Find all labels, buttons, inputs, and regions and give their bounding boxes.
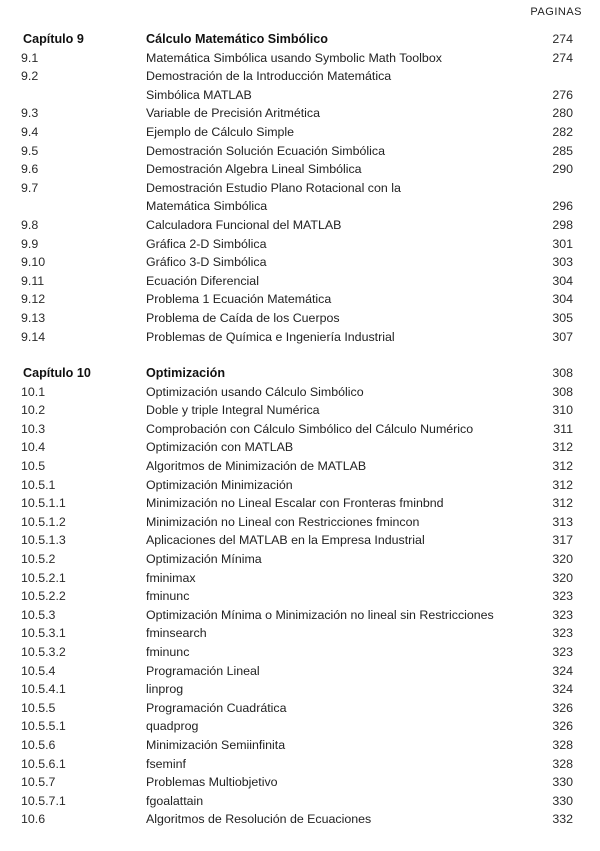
table-of-contents [0, 30, 600, 829]
toc-entry-row [0, 290, 600, 309]
section-number: 10.1 [21, 384, 46, 399]
page-number: 326 [552, 700, 573, 715]
section-title: Problemas de Química e Ingeniería Industrial [146, 329, 395, 344]
section-title: Comprobación con Cálculo Simbólico del Cálculo Numérico [146, 421, 474, 436]
toc-entry-row [0, 680, 600, 699]
section-number: 9.14 [21, 329, 46, 344]
page-number: 323 [552, 589, 573, 604]
toc-entry-row [0, 736, 600, 755]
page-number: 310 [552, 403, 573, 418]
toc-entry-row [0, 272, 600, 291]
section-title: Demostración Solución Ecuación Simbólica [146, 143, 385, 158]
toc-entry-row [0, 662, 600, 681]
toc-entry-row [0, 179, 600, 198]
section-title: Doble y triple Integral Numérica [146, 403, 320, 418]
page-number: 312 [552, 496, 573, 511]
section-title: fminimax [146, 570, 196, 585]
page-number: 305 [552, 310, 573, 325]
section-title: Matemática Simbólica usando Symbolic Math Toolbox [146, 50, 442, 65]
section-number: 9.9 [21, 236, 39, 251]
section-number: 9.12 [21, 292, 46, 307]
page-number: 308 [552, 384, 573, 399]
toc-spacer [0, 346, 600, 364]
page-number: 274 [552, 50, 573, 65]
toc-entry-row [0, 513, 600, 532]
section-title: Matemática Simbólica [146, 199, 268, 214]
toc-entry-row [0, 67, 600, 86]
section-number: 9.8 [21, 217, 39, 232]
toc-entry-row [0, 531, 600, 550]
toc-entry-row [0, 755, 600, 774]
section-title: Programación Cuadrática [146, 700, 287, 715]
page-number: 301 [552, 236, 573, 251]
section-title: Optimización Mínima o Minimización no lineal sin Restricciones [146, 607, 494, 622]
section-title: Gráfico 3-D Simbólica [146, 255, 267, 270]
section-number: 10.5.6 [21, 737, 56, 752]
page-number: 323 [552, 645, 573, 659]
section-number: 9.4 [21, 124, 39, 139]
section-number: 9.5 [21, 143, 39, 158]
page-number: 311 [553, 421, 573, 436]
section-title: Minimización Semiinfinita [146, 737, 286, 752]
section-title: Problema de Caída de los Cuerpos [146, 310, 340, 325]
section-number: 9.3 [21, 106, 39, 121]
section-title: Aplicaciones del MATLAB en la Empresa Industrial [146, 533, 425, 548]
section-title: Problema 1 Ecuación Matemática [146, 292, 332, 307]
toc-entry-row [0, 606, 600, 625]
page-number: 307 [552, 329, 573, 344]
toc-entry-row [0, 773, 600, 792]
toc-entry-row [0, 438, 600, 457]
page-number: 312 [552, 477, 573, 492]
toc-entry-row [0, 494, 600, 513]
pages-column-label: PAGINAS [530, 6, 582, 18]
section-title: Programación Lineal [146, 663, 260, 678]
section-title: Algoritmos de Resolución de Ecuaciones [146, 812, 372, 827]
page-number: 276 [552, 87, 573, 102]
toc-entry-row [0, 142, 600, 161]
toc-entry-row [0, 253, 600, 272]
toc-entry-row [0, 216, 600, 235]
section-title: fminunc [146, 645, 190, 659]
page-number: 285 [552, 143, 573, 158]
page-number: 280 [552, 106, 573, 121]
section-title: Minimización no Lineal Escalar con Fronteras fminbnd [146, 496, 444, 511]
section-title: quadprog [146, 719, 199, 734]
page-number: 290 [552, 162, 573, 177]
toc-entry-row [0, 123, 600, 142]
page-number: 304 [552, 273, 573, 288]
section-title: Variable de Precisión Aritmética [146, 106, 321, 121]
toc-entry-row [0, 235, 600, 254]
toc-entry-row [0, 197, 600, 216]
page-number: 296 [552, 199, 573, 214]
section-title: linprog [146, 682, 184, 697]
page-number: 304 [552, 292, 573, 307]
section-title: Gráfica 2-D Simbólica [146, 236, 267, 251]
section-number: 9.6 [21, 162, 39, 177]
section-number: 10.5.2.1 [21, 570, 66, 585]
page-number: 323 [552, 607, 573, 622]
section-number: 9.2 [21, 69, 39, 84]
toc-entry-row [0, 587, 600, 606]
section-title: Ecuación Diferencial [146, 273, 259, 288]
page-number: 308 [552, 366, 573, 381]
toc-entry-row [0, 550, 600, 569]
section-number: 10.5.4 [21, 663, 56, 678]
page-number: 324 [552, 682, 573, 697]
page-number: 328 [552, 756, 573, 771]
toc-entry-row [0, 86, 600, 105]
section-number: 10.5.6.1 [21, 756, 66, 771]
toc-entry-row [0, 383, 600, 402]
section-number: 10.4 [21, 440, 46, 455]
section-title: fgoalattain [146, 793, 204, 808]
page-number: 274 [552, 32, 573, 46]
toc-entry-row [0, 624, 600, 643]
toc-entry-row [0, 328, 600, 347]
toc-entry-row [0, 810, 600, 829]
page-number: 282 [552, 124, 573, 139]
section-number: 9.7 [21, 180, 39, 195]
page-number: 298 [552, 217, 573, 232]
section-title: Optimización con MATLAB [146, 440, 294, 455]
section-number: 10.5.1.2 [21, 514, 66, 529]
section-number: 9.13 [21, 310, 46, 325]
section-title: fminsearch [146, 626, 207, 641]
section-title: fminunc [146, 589, 190, 604]
toc-entry-row [0, 457, 600, 476]
section-number: 10.5.5 [21, 700, 56, 715]
section-title: Demostración de la Introducción Matemática [146, 69, 392, 84]
toc-entry-row [0, 643, 600, 662]
toc-entry-row [0, 717, 600, 736]
page-number: 317 [552, 533, 573, 548]
section-number: 10.5.1.3 [21, 533, 66, 548]
section-title: fseminf [146, 756, 186, 771]
section-number: 9.10 [21, 255, 46, 270]
section-number: 10.3 [21, 421, 46, 436]
page-number: 303 [552, 255, 573, 270]
section-title: Demostración Algebra Lineal Simbólica [146, 162, 362, 177]
section-title: Calculadora Funcional del MATLAB [146, 217, 342, 232]
section-title: Problemas Multiobjetivo [146, 775, 278, 790]
section-number: 10.5.1.1 [21, 496, 66, 511]
section-number: 10.5.3.2 [21, 645, 66, 659]
section-title: Optimización usando Cálculo Simbólico [146, 384, 364, 399]
section-title: Ejemplo de Cálculo Simple [146, 124, 295, 139]
chapter-number: Capítulo 9 [23, 32, 84, 46]
section-title: Minimización no Lineal con Restricciones fmincon [146, 514, 420, 529]
toc-entry-row [0, 476, 600, 495]
page-number: 330 [552, 775, 573, 790]
page-number: 324 [552, 663, 573, 678]
page-number: 323 [552, 626, 573, 641]
toc-entry-row [0, 309, 600, 328]
section-number: 10.5.2.2 [21, 589, 66, 604]
page-number: 326 [552, 719, 573, 734]
page-number: 332 [552, 812, 573, 827]
section-number: 10.6 [21, 812, 46, 827]
page-number: 330 [552, 793, 573, 808]
section-number: 10.5 [21, 459, 46, 474]
page-number: 312 [552, 440, 573, 455]
toc-entry-row [0, 104, 600, 123]
section-number: 10.5.4.1 [21, 682, 66, 697]
page-number: 320 [552, 552, 573, 567]
page-number: 328 [552, 737, 573, 752]
toc-entry-row [0, 699, 600, 718]
section-title: Optimización Minimización [146, 477, 293, 492]
section-number: 10.2 [21, 403, 46, 418]
toc-entry-row [0, 569, 600, 588]
toc-entry-row [0, 401, 600, 420]
section-title: Demostración Estudio Plano Rotacional con la [146, 180, 401, 195]
toc-entry-row [0, 49, 600, 68]
toc-entry-row [0, 160, 600, 179]
section-title: Optimización Mínima [146, 552, 262, 567]
section-number: 9.1 [21, 50, 39, 65]
section-number: 10.5.7.1 [21, 793, 66, 808]
toc-chapter-row [0, 364, 600, 383]
toc-entry-row [0, 792, 600, 811]
section-title: Algoritmos de Minimización de MATLAB [146, 459, 367, 474]
section-number: 10.5.1 [21, 477, 56, 492]
section-number: 10.5.7 [21, 775, 56, 790]
chapter-title: Cálculo Matemático Simbólico [146, 32, 328, 46]
chapter-number: Capítulo 10 [23, 366, 91, 381]
toc-chapter-row [0, 30, 600, 49]
toc-entry-row [0, 420, 600, 439]
page-number: 313 [552, 514, 573, 529]
page-number: 312 [552, 459, 573, 474]
chapter-title: Optimización [146, 366, 226, 381]
section-number: 10.5.3.1 [21, 626, 66, 641]
page-number: 320 [552, 570, 573, 585]
section-title: Simbólica MATLAB [146, 87, 252, 102]
section-number: 10.5.2 [21, 552, 56, 567]
section-number: 9.11 [21, 273, 45, 288]
section-number: 10.5.3 [21, 607, 56, 622]
section-number: 10.5.5.1 [21, 719, 66, 734]
